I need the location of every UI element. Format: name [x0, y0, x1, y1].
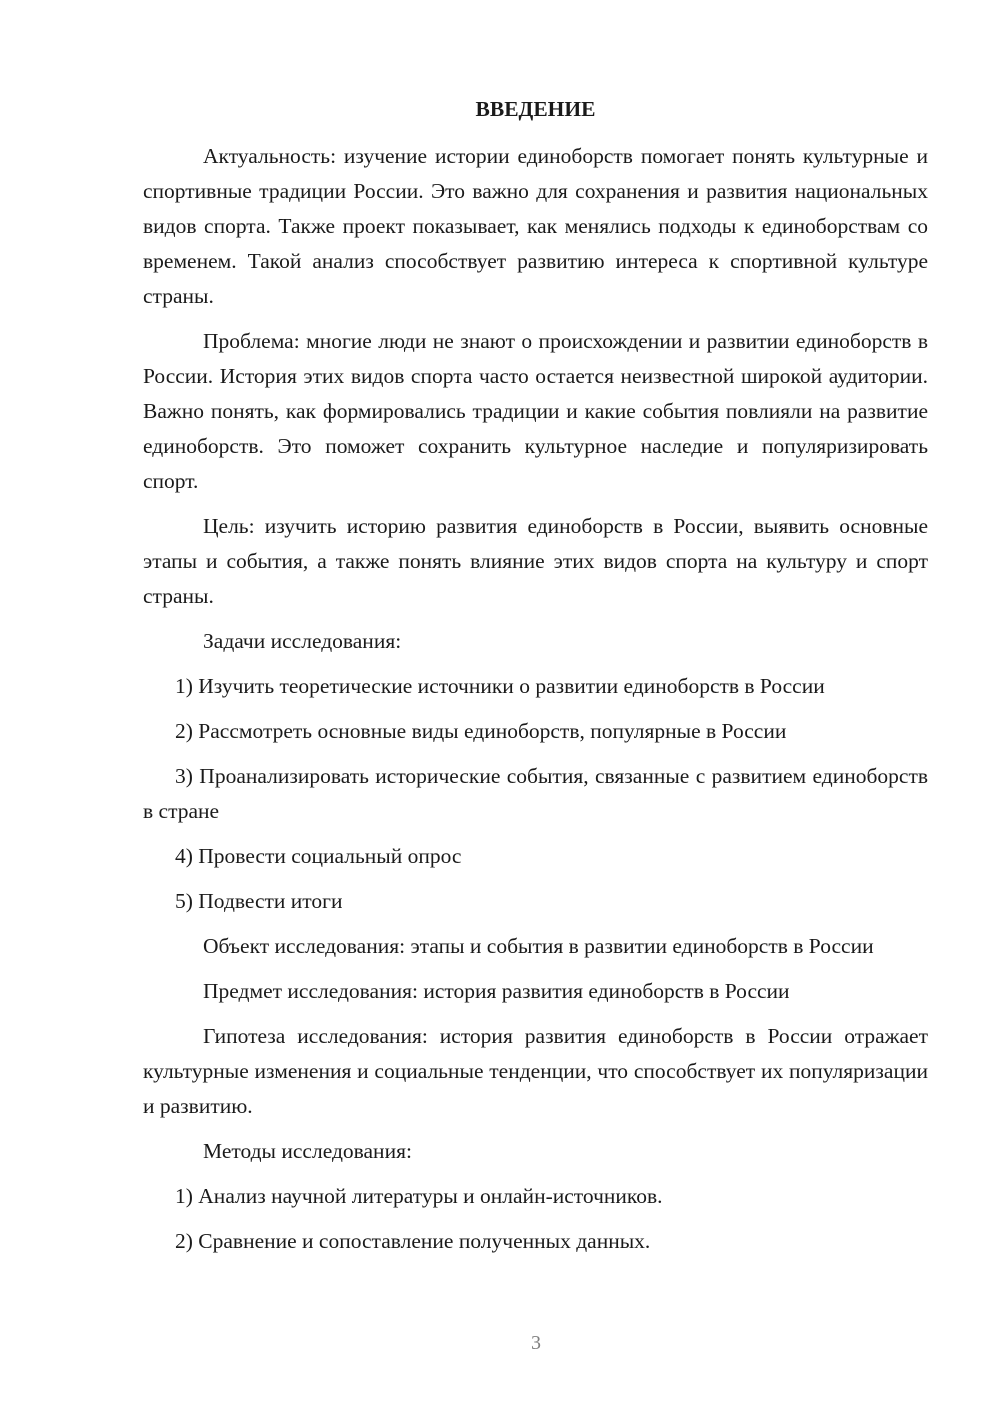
- problem-paragraph: Проблема: многие люди не знают о происхождении и развитии единоборств в России. История этих видов спорта часто остается неизвестной широкой аудитории. Важно понять, как формировались традиции и какие события повлияли на развитие единоборств. Это поможет сохранить культурное наследие и популяризировать спорт.: [143, 329, 928, 493]
- page-number: 3: [531, 1332, 541, 1354]
- task-item: 3) Проанализировать исторические события, связанные с развитием единоборств в стране: [143, 764, 928, 823]
- relevance-paragraph: Актуальность: изучение истории единоборств помогает понять культурные и спортивные традиции России. Это важно для сохранения и развития национальных видов спорта. Также проект показывает, как менялись подходы к единоборствам со временем. Такой анализ способствует развитию интереса к спортивной культуре страны.: [143, 144, 928, 308]
- goal-paragraph: Цель: изучить историю развития единоборств в России, выявить основные этапы и события, а также понять влияние этих видов спорта на культуру и спорт страны.: [143, 514, 928, 608]
- task-item: 2) Рассмотреть основные виды единоборств, популярные в России: [175, 719, 787, 743]
- tasks-heading: Задачи исследования:: [203, 629, 402, 653]
- task-item: 5) Подвести итоги: [175, 889, 343, 913]
- task-item: 1) Изучить теоретические источники о развитии единоборств в России: [175, 674, 825, 698]
- subject-paragraph: Предмет исследования: история развития единоборств в России: [203, 979, 790, 1003]
- task-item: 4) Провести социальный опрос: [175, 844, 462, 868]
- section-title: ВВЕДЕНИЕ: [475, 97, 596, 121]
- hypothesis-paragraph: Гипотеза исследования: история развития единоборств в России отражает культурные изменения и социальные тенденции, что способствует их популяризации и развитию.: [143, 1024, 928, 1118]
- methods-heading: Методы исследования:: [203, 1139, 412, 1163]
- document-page: [143, 92, 928, 1269]
- method-item: 1) Анализ научной литературы и онлайн-источников.: [175, 1184, 663, 1208]
- method-item: 2) Сравнение и сопоставление полученных данных.: [175, 1229, 651, 1253]
- object-paragraph: Объект исследования: этапы и события в развитии единоборств в России: [203, 934, 874, 958]
